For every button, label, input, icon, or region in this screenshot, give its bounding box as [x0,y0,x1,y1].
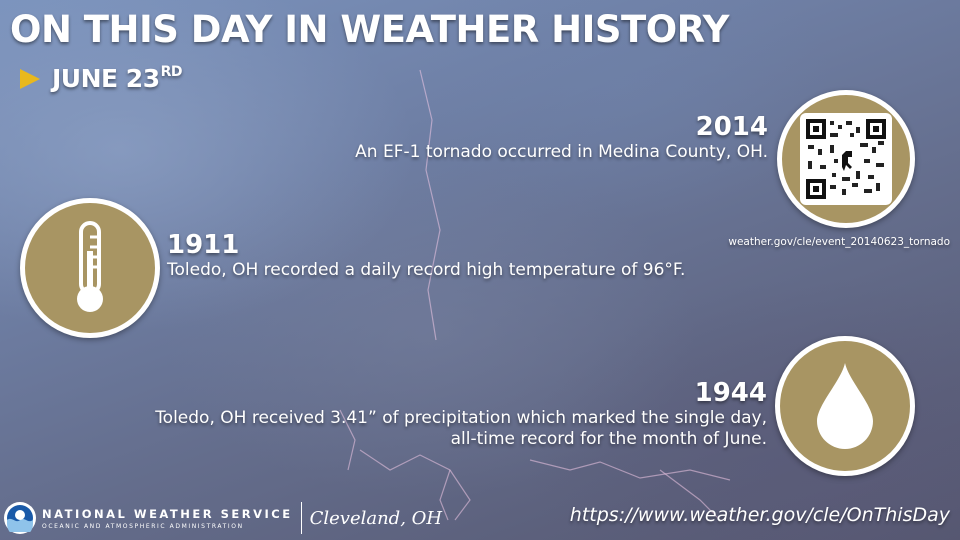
page-title: ON THIS DAY IN WEATHER HISTORY [10,8,729,51]
onthisday-url[interactable]: https://www.weather.gov/cle/OnThisDay [569,504,950,526]
event-description: Toledo, OH recorded a daily record high temperature of 96°F. [167,260,686,280]
thermometer-circle [20,198,160,338]
event-year: 1911 [167,230,240,260]
event-description: An EF-1 tornado occurred in Medina County, OH. [355,142,768,162]
date-suffix: RD [160,64,183,80]
raindrop-circle [775,336,915,476]
event-description-line-1: Toledo, OH received 3.41” of precipitation which marked the single day, [155,408,767,428]
qr-circle[interactable] [777,90,915,228]
event-description-line-2: all-time record for the month of June. [450,429,767,449]
event-year: 2014 [695,112,768,142]
event-2014 [355,112,768,163]
date-main: JUNE 23 [52,64,160,93]
date-row [20,64,182,93]
event-1911 [167,230,685,281]
nws-branding [4,502,442,534]
nws-agency-sub: OCEANIC AND ATMOSPHERIC ADMINISTRATION [42,522,244,530]
qr-url[interactable]: weather.gov/cle/event_20140623_tornado [728,236,950,248]
nws-logo-icon [4,502,36,534]
nws-text [42,507,293,530]
date-label [52,64,182,93]
nws-agency: NATIONAL WEATHER SERVICE [42,506,293,521]
event-1944 [155,378,767,450]
qr-code-icon[interactable] [800,113,892,205]
office-name: Cleveland, OH [309,507,443,529]
nws-divider [301,502,302,534]
play-arrow-icon [20,69,40,89]
thermometer-icon [70,221,110,315]
raindrop-icon [813,361,877,451]
event-year: 1944 [694,378,767,408]
